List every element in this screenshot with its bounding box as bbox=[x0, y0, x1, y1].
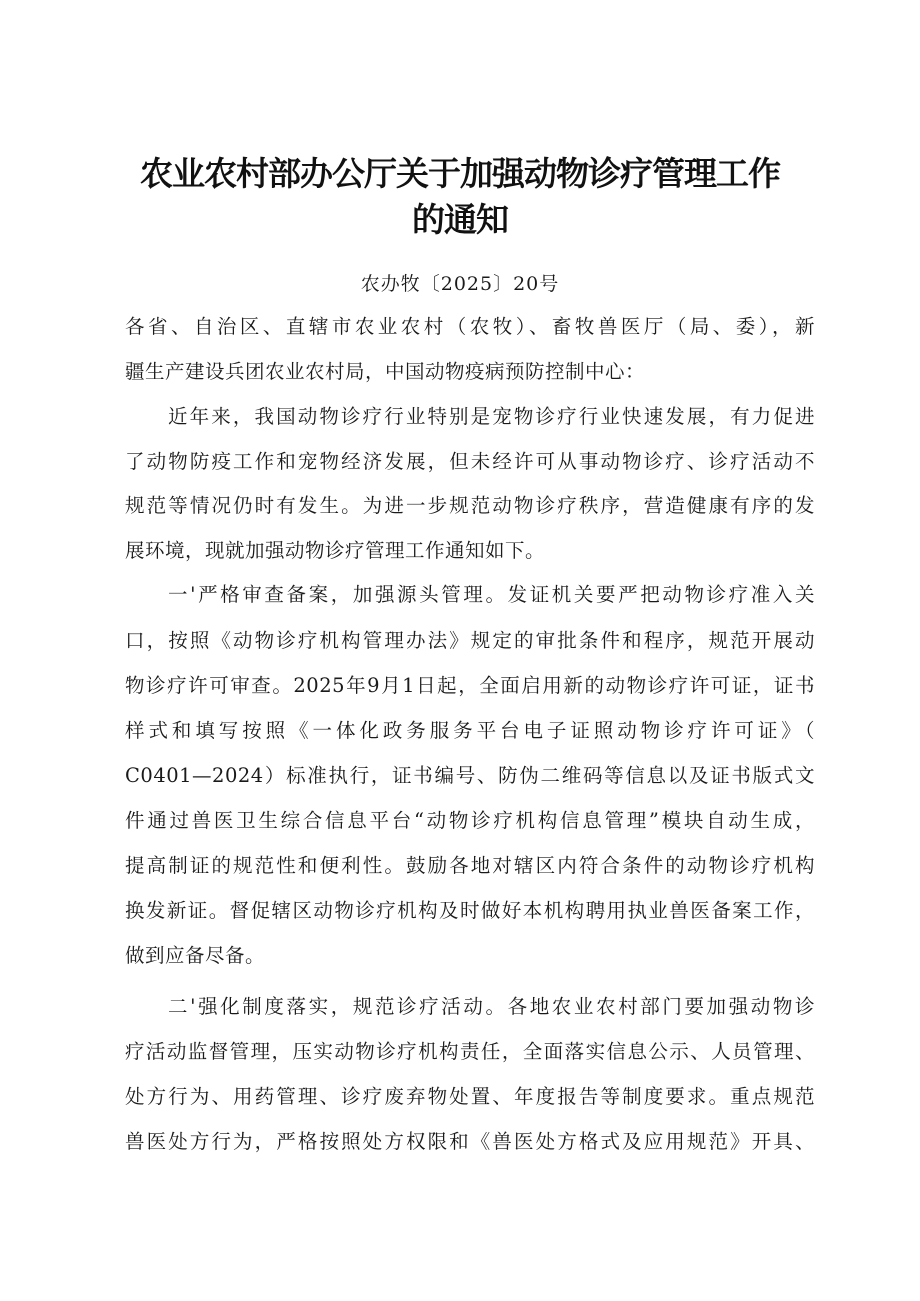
body-line: 样式和填写按照《一体化政务服务平台电子证照动物诊疗许可证》（ bbox=[125, 719, 815, 742]
body-line: 一'严格审查备案，加强源头管理。发证机关要严把动物诊疗准入关 bbox=[168, 583, 815, 606]
body-line: 近年来，我国动物诊疗行业特别是宠物诊疗行业快速发展，有力促进 bbox=[168, 405, 815, 428]
addressee-line: 各省、自治区、直辖市农业农村（农牧）、畜牧兽医厅（局、委），新 bbox=[125, 315, 815, 338]
document-number: 农办牧〔2025〕20号 bbox=[360, 273, 560, 295]
body-line: 换发新证。督促辖区动物诊疗机构及时做好本机构聘用执业兽医备案工作， bbox=[125, 899, 815, 922]
body-line: 处方行为、用药管理、诊疗废弃物处置、年度报告等制度要求。重点规范 bbox=[125, 1085, 815, 1108]
body-line: 规范等情况仍时有发生。为进一步规范动物诊疗秩序，营造健康有序的发 bbox=[125, 494, 815, 517]
body-line: 件通过兽医卫生综合信息平台“动物诊疗机构信息管理”模块自动生成， bbox=[125, 809, 815, 832]
body-line: 物诊疗许可审查。2025年9月1日起，全面启用新的动物诊疗许可证，证书 bbox=[125, 674, 815, 697]
body-line: 二'强化制度落实，规范诊疗活动。各地农业农村部门要加强动物诊 bbox=[168, 995, 815, 1018]
body-line: 提高制证的规范性和便利性。鼓励各地对辖区内符合条件的动物诊疗机构 bbox=[125, 854, 815, 877]
addressee-line: 疆生产建设兵团农业农村局，中国动物疫病预防控制中心： bbox=[125, 360, 646, 383]
body-line: 兽医处方行为，严格按照处方权限和《兽医处方格式及应用规范》开具、 bbox=[125, 1130, 815, 1153]
body-line: 展环境，现就加强动物诊疗管理工作通知如下。 bbox=[125, 539, 546, 562]
body-line: 疗活动监督管理，压实动物诊疗机构责任，全面落实信息公示、人员管理、 bbox=[125, 1040, 815, 1063]
document-title-line-2: 的通知 bbox=[412, 200, 508, 239]
body-line: C0401—2024）标准执行，证书编号、防伪二维码等信息以及证书版式文 bbox=[125, 764, 815, 787]
document-title-line-1: 农业农村部办公厅关于加强动物诊疗管理工作 bbox=[140, 154, 780, 193]
body-line: 口，按照《动物诊疗机构管理办法》规定的审批条件和程序，规范开展动 bbox=[125, 629, 815, 652]
body-line: 了动物防疫工作和宠物经济发展，但未经许可从事动物诊疗、诊疗活动不 bbox=[125, 450, 815, 473]
body-line: 做到应备尽备。 bbox=[125, 944, 266, 967]
